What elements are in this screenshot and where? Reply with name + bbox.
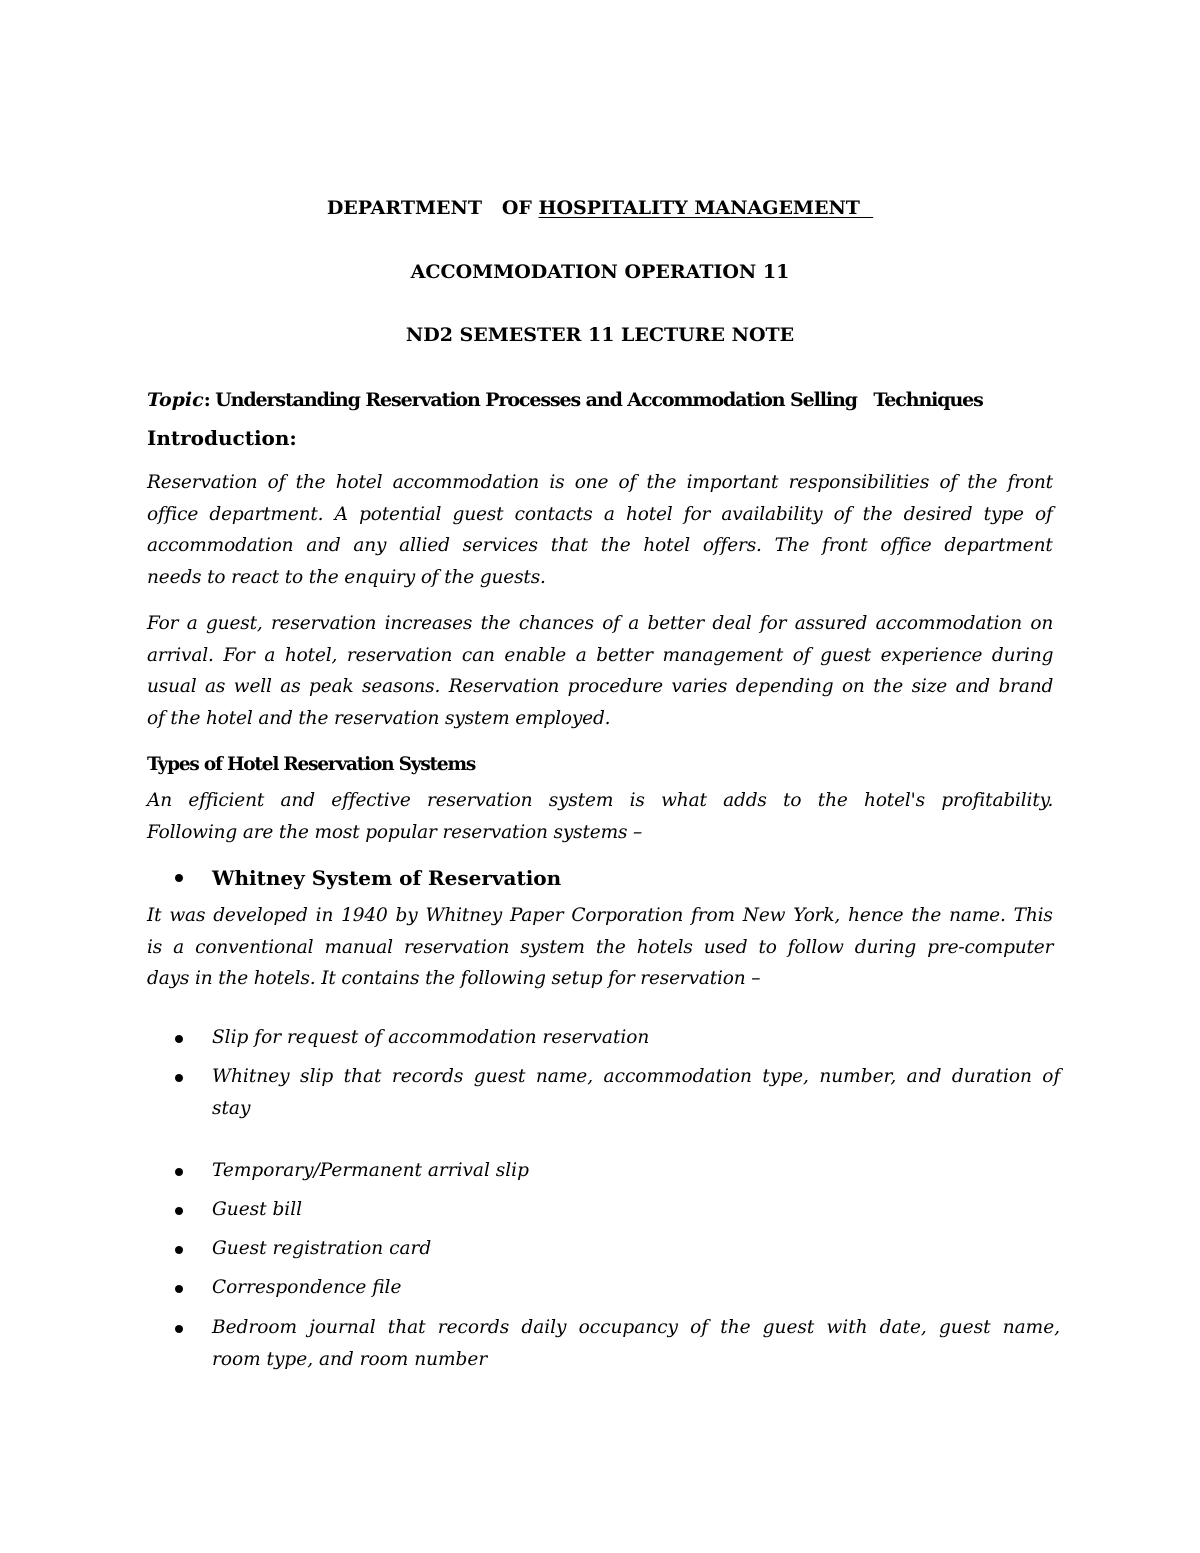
list-item-text: Guest bill — [212, 1199, 303, 1220]
topic-line — [147, 388, 983, 412]
list-item-text: room type, and room number — [212, 1348, 488, 1370]
text-line: It was developed in 1940 by Whitney Paper Corporation from New York, hence the name. This — [147, 905, 1053, 926]
types-heading: Types of Hotel Reservation Systems — [147, 754, 476, 775]
bullet-icon — [175, 1207, 183, 1215]
text-line: arrival. For a hotel, reservation can enable a better management of guest experience during — [147, 644, 1054, 666]
lecture-note-title: ND2 SEMESTER 11 LECTURE NOTE — [405, 324, 795, 346]
bullet-icon — [175, 1074, 183, 1082]
list-item-text: Correspondence file — [212, 1277, 402, 1298]
list-item — [172, 1272, 1102, 1304]
bullet-icon — [175, 1325, 183, 1333]
text-line: is a conventional manual reservation system the hotels used to follow during pre-computer — [147, 936, 1054, 958]
introduction-heading: Introduction: — [147, 426, 297, 450]
list-item — [172, 1061, 1060, 1124]
bullet-icon — [175, 1035, 183, 1043]
introduction-paragraph-2 — [147, 608, 1053, 734]
text-line: usual as well as peak seasons. Reservation procedure varies depending on the size and brand — [147, 676, 1054, 697]
whitney-paragraph — [147, 900, 1053, 995]
text-line: office department. A potential guest contacts a hotel for availability of the desired type of — [147, 503, 1053, 525]
types-paragraph — [147, 785, 1053, 848]
list-item-text: stay — [212, 1097, 251, 1119]
bullet-icon — [175, 874, 183, 882]
text-line: For a guest, reservation increases the chances of a better deal for assured accommodation on — [147, 613, 1054, 634]
text-line: accommodation and any allied services that the hotel offers. The front office department — [147, 535, 1053, 556]
bullet-icon — [175, 1246, 183, 1254]
topic-label: Topic — [147, 389, 204, 411]
list-item — [172, 1155, 1102, 1187]
text-line: needs to react to the enquiry of the guests. — [147, 566, 546, 588]
text-line: Reservation of the hotel accommodation is one of the important responsibilities of the front — [147, 472, 1053, 493]
list-item-text: Slip for request of accommodation reservation — [212, 1027, 650, 1048]
list-item — [172, 1194, 1102, 1226]
department-name: HOSPITALITY MANAGEMENT — [538, 197, 874, 219]
introduction-paragraph-1 — [147, 467, 1053, 593]
list-item — [172, 1312, 1060, 1375]
bullet-icon — [175, 1168, 183, 1176]
department-label: DEPARTMENT OF — [326, 197, 539, 219]
list-item — [172, 1022, 1102, 1054]
list-item-text: Bedroom journal that records daily occupancy of the guest with date, guest name, — [212, 1317, 1061, 1338]
text-line: Following are the most popular reservation systems – — [147, 821, 643, 843]
text-line: days in the hotels. It contains the following setup for reservation – — [147, 968, 761, 989]
list-item-text: Whitney slip that records guest name, accommodation type, number, and duration of — [212, 1066, 1061, 1087]
bullet-icon — [175, 1285, 183, 1293]
topic-text: : Understanding Reservation Processes and Accommodation Selling Techniques — [203, 389, 983, 411]
text-line: of the hotel and the reservation system employed. — [147, 707, 611, 729]
department-heading — [0, 196, 1200, 220]
list-item-text: Guest registration card — [212, 1238, 432, 1259]
list-item-text: Temporary/Permanent arrival slip — [212, 1160, 529, 1181]
list-item — [172, 1233, 1102, 1265]
course-title: ACCOMMODATION OPERATION 11 — [410, 261, 790, 283]
whitney-heading: Whitney System of Reservation — [212, 866, 562, 890]
text-line: An efficient and effective reservation system is what adds to the hotel's profitability. — [147, 790, 1054, 811]
